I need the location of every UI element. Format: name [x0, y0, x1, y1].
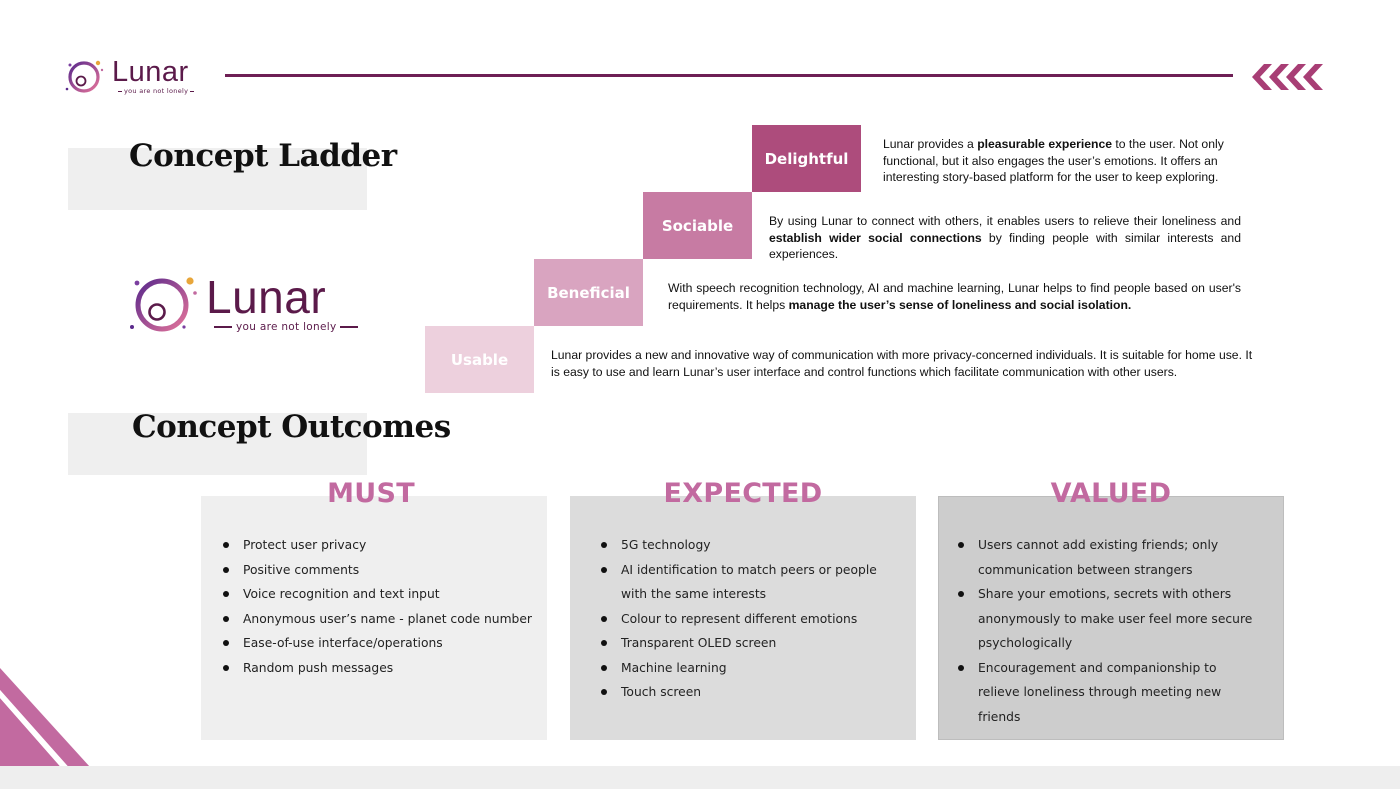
header-divider — [225, 74, 1233, 77]
header-logo — [64, 56, 204, 100]
lunar-logo-icon — [128, 272, 200, 338]
emphasis-text: establish wider social connections — [769, 230, 982, 245]
chevron-left-icon[interactable] — [1252, 64, 1324, 90]
ladder-desc-delightful — [883, 136, 1243, 186]
list-item: Anonymous user’s name - planet code number — [223, 607, 533, 632]
concept-outcomes-title: Concept Outcomes — [132, 409, 451, 445]
lunar-logo-icon — [64, 56, 108, 100]
main-logo — [128, 270, 358, 340]
description-text: By using Lunar to connect with others, it enables users to relieve their loneliness and — [769, 214, 1241, 228]
brand-name: Lunar — [112, 56, 189, 88]
emphasis-text: manage the user’s sense of loneliness and social isolation. — [788, 297, 1132, 312]
ladder-step-sociable: Sociable — [643, 192, 752, 259]
list-item: Protect user privacy — [223, 533, 533, 558]
list-item: 5G technology — [601, 533, 891, 558]
ladder-desc-sociable — [769, 213, 1241, 263]
ladder-desc-beneficial — [668, 280, 1241, 313]
footer-band — [0, 766, 1400, 789]
list-item: Users cannot add existing friends; only communication between strangers — [958, 533, 1253, 582]
must-heading: MUST — [327, 478, 415, 509]
valued-heading: VALUED — [1050, 478, 1172, 509]
valued-list — [958, 533, 1253, 729]
brand-name: Lunar — [206, 271, 327, 323]
description-text: by finding people with similar interests and experiences. — [769, 230, 1241, 261]
ladder-step-usable: Usable — [425, 326, 534, 393]
list-item: Positive comments — [223, 558, 533, 583]
list-item: Transparent OLED screen — [601, 631, 891, 656]
description-text: Lunar provides a new and innovative way of communication with more privacy-concerned individuals. It is suitable for home use. It is easy to use and learn Lunar’s user interface and control functions which facilitate communication with other users. — [551, 348, 1253, 379]
list-item: Colour to represent different emotions — [601, 607, 891, 632]
ladder-desc-usable — [551, 347, 1261, 380]
description-text: to the user. Not only functional, but it also engages the user’s emotions. It offers an interesting story-based platform for the user to keep exploring. — [883, 137, 1224, 184]
list-item: Ease-of-use interface/operations — [223, 631, 533, 656]
emphasis-text: pleasurable experience — [977, 137, 1112, 151]
brand-tagline: you are not lonely — [210, 321, 362, 333]
must-list — [223, 533, 533, 680]
list-item: Share your emotions, secrets with others anonymously to make user feel more secure psychologically — [958, 582, 1253, 656]
expected-list — [601, 533, 891, 705]
list-item: AI identification to match peers or people with the same interests — [601, 558, 891, 607]
list-item: Touch screen — [601, 680, 891, 705]
concept-ladder-title: Concept Ladder — [129, 138, 397, 174]
list-item: Voice recognition and text input — [223, 582, 533, 607]
description-text: With speech recognition technology, AI and machine learning, Lunar helps to find people based on user's requirements. It helps — [668, 281, 1241, 312]
brand-tagline: you are not lonely — [116, 87, 196, 95]
ladder-step-beneficial: Beneficial — [534, 259, 643, 326]
list-item: Encouragement and companionship to relieve loneliness through meeting new friends — [958, 656, 1253, 730]
description-text: Lunar provides a — [883, 137, 978, 151]
list-item: Machine learning — [601, 656, 891, 681]
ladder-step-delightful: Delightful — [752, 125, 861, 192]
list-item: Random push messages — [223, 656, 533, 681]
expected-heading: EXPECTED — [663, 478, 823, 509]
